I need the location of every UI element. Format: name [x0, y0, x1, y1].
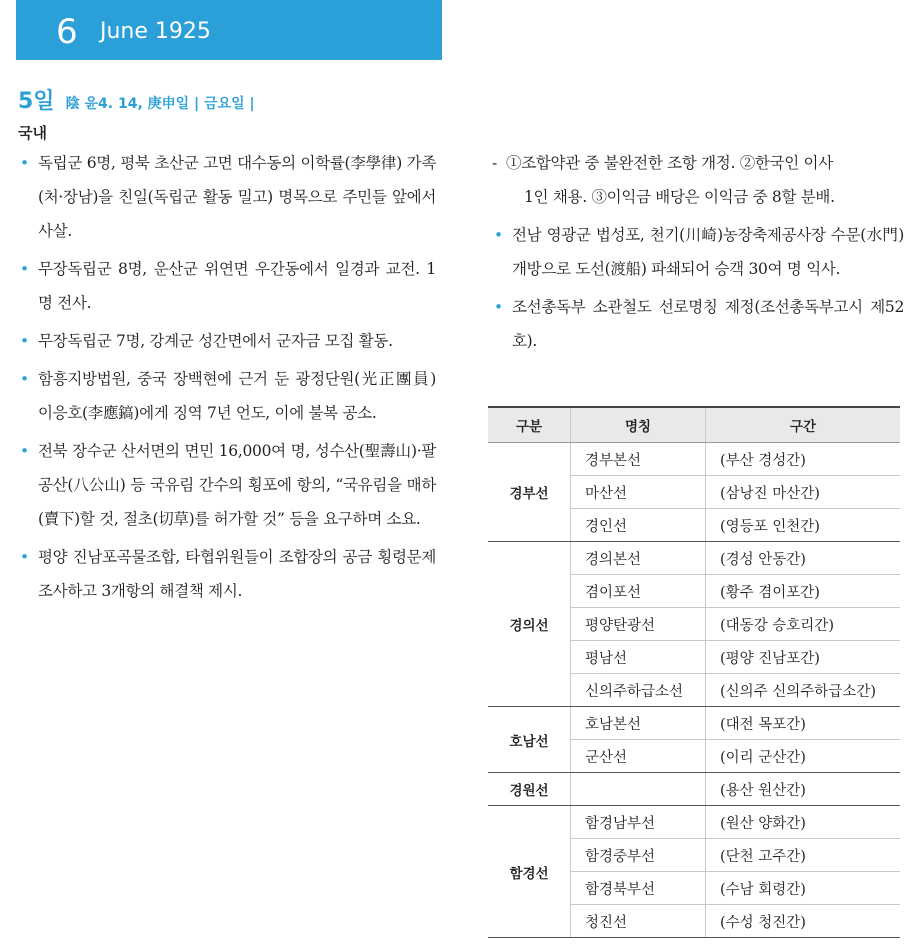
day-label: 5일	[18, 89, 55, 114]
table-row: 함경선 함경남부선 (원산 양화간)	[488, 806, 900, 839]
table-row: 평양탄광선 (대동강 승호리간)	[488, 608, 900, 641]
list-item: • 조선총독부 소관철도 선로명칭 제정(조선총독부고시 제52호).	[494, 298, 904, 350]
list-item: • 평양 진남포곡물조합, 타협위원들이 조합장의 공금 횡령문제 조사하고 3개항의 해결책 제시.	[20, 548, 436, 600]
table-row: 겸이포선 (황주 겸이포간)	[488, 575, 900, 608]
section-heading: 국내	[18, 124, 47, 142]
table-row: 경인선 (영등포 인천간)	[488, 509, 900, 542]
list-item: • 함흥지방법원, 중국 장백현에 근거 둔 광정단원(光正團員) 이응호(李應鎬)에게 징역 7년 언도, 이에 불복 공소.	[20, 370, 436, 422]
table-row: 신의주하급소선 (신의주 신의주하급소간)	[488, 674, 900, 707]
table-header: 구분	[488, 407, 571, 443]
list-item: • 전북 장수군 산서면의 면민 16,000여 명, 성수산(聖壽山)·팔공산(八公山) 등 국유림 간수의 횡포에 항의, “국유림을 매하(賣下)할 것, 절초(切草)를 허가할 것” 등을 요구하며 소요.	[20, 442, 436, 528]
table-row: 경의선 경의본선 (경성 안동간)	[488, 542, 900, 575]
list-item: • 전남 영광군 법성포, 천기(川崎)농장축제공사장 수문(水門) 개방으로 도선(渡船) 파쇄되어 승객 30여 명 익사.	[494, 226, 904, 278]
list-item: • 독립군 6명, 평북 초산군 고면 대수동의 이학률(李學律) 가족(처·장남)을 친일(독립군 활동 밀고) 명목으로 주민들 앞에서 사살.	[20, 154, 436, 240]
railway-table	[488, 406, 900, 938]
list-item: • 무장독립군 8명, 운산군 위연면 우간동에서 일경과 교전. 1명 전사.	[20, 260, 436, 312]
table-row: 군산선 (이리 군산간)	[488, 740, 900, 773]
table-row: 청진선 (수성 청진간)	[488, 905, 900, 938]
table-row: 함경북부선 (수남 회령간)	[488, 872, 900, 905]
table-row: 경원선 (용산 원산간)	[488, 773, 900, 806]
lunar-date: 陰 윤4. 14, 庚申일 | 금요일 |	[65, 96, 255, 112]
table-row: 마산선 (삼낭진 마산간)	[488, 476, 900, 509]
right-column	[492, 146, 904, 362]
header-bar	[16, 0, 442, 60]
continued-item: - ①조합약관 중 불완전한 조항 개정. ②한국인 이사 1인 채용. ③이익금 배당은 이익금 중 8할 분배.	[492, 154, 835, 206]
table-row: 호남선 호남본선 (대전 목포간)	[488, 707, 900, 740]
table-row: 함경중부선 (단천 고주간)	[488, 839, 900, 872]
table-row: 경부선 경부본선 (부산 경성간)	[488, 443, 900, 476]
date-line	[18, 84, 255, 115]
month-number: 6	[56, 12, 78, 52]
table-header: 구간	[706, 407, 901, 443]
table-header: 명칭	[571, 407, 706, 443]
month-title: June 1925	[100, 19, 211, 44]
list-item: • 무장독립군 7명, 강계군 성간면에서 군자금 모집 활동.	[20, 332, 393, 350]
left-column	[18, 146, 436, 612]
table-row: 평남선 (평양 진남포간)	[488, 641, 900, 674]
